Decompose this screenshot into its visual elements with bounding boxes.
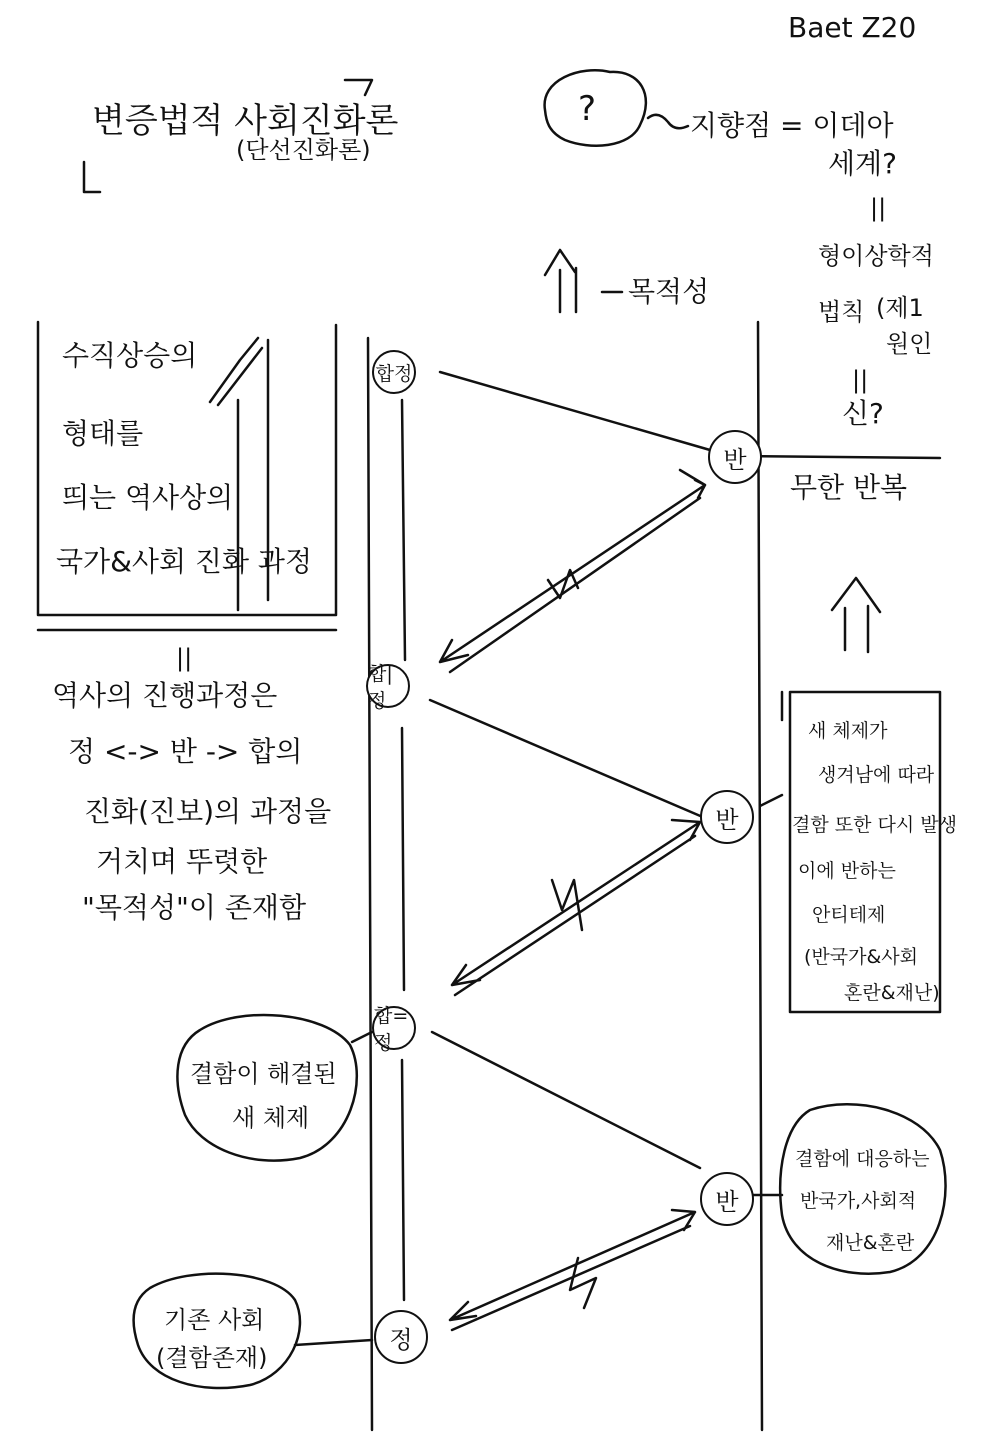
title-bracket-right — [345, 80, 372, 95]
infinite-boundary — [742, 456, 940, 458]
god-label: 신? — [842, 397, 884, 430]
title-line2: (단선진화론) — [236, 136, 371, 164]
left-box-line1: 수직상승의 — [62, 339, 198, 372]
goal-equals: || — [870, 194, 887, 222]
main-axis-left — [368, 338, 372, 1430]
metaphysics-line4: 원인 — [886, 330, 933, 358]
left-desc-line2: 정 <-> 반 -> 합의 — [68, 735, 303, 768]
purpose-arrow — [545, 250, 576, 312]
arrow-ban3-to-jeong — [450, 1210, 695, 1330]
repeat-arrow — [832, 578, 880, 652]
node-synthesis-mid: 합|정 — [366, 664, 410, 708]
left-desc-line1: 역사의 진행과정은 — [52, 679, 278, 712]
metaphysics-line2: 법칙 — [818, 298, 865, 326]
lightning-2 — [552, 880, 582, 930]
goal-tilde — [648, 115, 688, 128]
goal-text: 지향점 = 이데아 — [690, 109, 894, 142]
bubble-existing-line1: 기존 사회 — [164, 1306, 265, 1334]
node-antithesis-3: 반 — [700, 1172, 754, 1226]
purposiveness-label: 목적성 — [628, 275, 710, 308]
metaphysics-equals: || — [852, 366, 869, 394]
right-box-line5: 안티테제 — [812, 904, 886, 926]
link-low-hab-to-ban — [432, 1032, 700, 1168]
right-box-line4: 이에 반하는 — [798, 860, 896, 882]
bubble-counter-line1: 결함에 대응하는 — [795, 1148, 930, 1170]
right-box-line1: 새 체제가 — [808, 720, 888, 742]
bubble-counter-line2: 반국가,사회적 — [800, 1190, 917, 1212]
left-desc-line4: 거치며 뚜렷한 — [96, 845, 268, 878]
arrow-ban1-to-hab — [440, 470, 705, 672]
node-antithesis-1: 반 — [708, 430, 762, 484]
link-mid-hab-to-ban — [430, 700, 705, 818]
left-desc-line3: 진화(진보)의 과정을 — [84, 795, 332, 828]
left-desc-line5: "목적성"이 존재함 — [82, 891, 306, 924]
node-thesis: 정 — [374, 1310, 428, 1364]
bubble-resolved-line2: 새 체제 — [232, 1104, 310, 1132]
left-box-line2: 형태를 — [62, 417, 144, 450]
goal-text-2: 세계? — [828, 147, 897, 180]
right-box-line2: 생겨남에 따라 — [818, 764, 935, 786]
infinite-repeat: 무한 반복 — [790, 471, 908, 504]
signature: Baet Z20 — [788, 11, 917, 44]
arrow-ban2-to-hab — [452, 820, 700, 995]
bubble-resolved-line1: 결함이 해결된 — [190, 1060, 337, 1088]
title-bracket-left — [84, 162, 100, 192]
right-box-line7: 혼란&재난) — [844, 982, 940, 1004]
metaphysics-line1: 형이상학적 — [818, 242, 934, 270]
bubble-existing-line2: (결함존재) — [156, 1344, 268, 1372]
node-antithesis-2: 반 — [700, 790, 754, 844]
title-line1: 변증법적 사회진화론 — [92, 101, 399, 141]
link-top-hab-to-ban — [440, 372, 710, 450]
question-mark: ? — [578, 89, 597, 129]
left-box-line4: 국가&사회 진화 과정 — [56, 545, 313, 578]
left-box-line3: 띄는 역사상의 — [62, 481, 234, 514]
metaphysics-line3: (제1 — [876, 294, 924, 322]
left-desc-equals: || — [176, 644, 193, 672]
main-axis-right — [758, 322, 762, 1430]
bubble-counter-line3: 재난&혼란 — [826, 1232, 915, 1254]
right-box-line3: 결함 또한 다시 발생 — [792, 814, 957, 836]
inner-axis-left — [402, 400, 405, 1300]
node-synthesis-top: 합정 — [372, 350, 416, 394]
right-box-line6: (반국가&사회 — [804, 946, 918, 968]
node-synthesis-low: 합=정 — [372, 1006, 416, 1050]
